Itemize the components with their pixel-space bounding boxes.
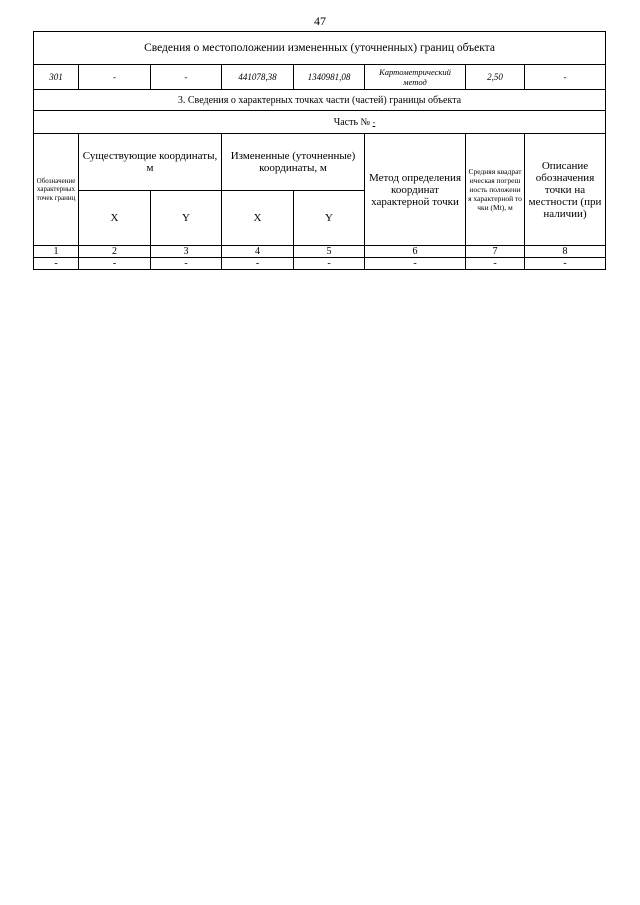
table-cell: - (525, 65, 606, 90)
header-x-existing: X (79, 191, 151, 246)
table-title: Сведения о местоположении измененных (уточненных) границ объекта (34, 32, 606, 65)
table-cell: - (151, 65, 222, 90)
column-number: 2 (79, 246, 151, 258)
header-error: Средняя квадратическая погрешность положения характерной точки (Mt), м (466, 134, 525, 246)
column-number: 8 (525, 246, 606, 258)
part-value: - (372, 117, 376, 127)
table-cell: 2,50 (466, 65, 525, 90)
part-label: Часть № (333, 116, 371, 128)
column-number: 5 (294, 246, 365, 258)
header-changed-coords: Измененные (уточненные) координаты, м (222, 134, 365, 191)
table-cell: - (222, 258, 294, 270)
table-row (34, 258, 606, 270)
header-existing-coords: Существующие координаты, м (79, 134, 222, 191)
table-cell: - (151, 258, 222, 270)
table-cell: - (294, 258, 365, 270)
part-row (34, 111, 606, 134)
table-cell: - (365, 258, 466, 270)
column-number: 3 (151, 246, 222, 258)
table-row (34, 65, 606, 90)
header-x-changed: X (222, 191, 294, 246)
column-number: 7 (466, 246, 525, 258)
table-cell: - (525, 258, 606, 270)
section-title: 3. Сведения о характерных точках части (частей) границы объекта (34, 90, 606, 111)
header-point-designation: Обозначение характерных точек границ (34, 134, 79, 246)
table-cell: - (79, 258, 151, 270)
header-description: Описание обозначения точки на местности (при наличии) (525, 134, 606, 246)
table-cell: - (34, 258, 79, 270)
header-method: Метод определения координат характерной точки (365, 134, 466, 246)
table-cell: - (79, 65, 151, 90)
column-number-row (34, 246, 606, 258)
page-number: 47 (314, 14, 326, 28)
table-cell: 301 (34, 65, 79, 90)
table-cell: - (466, 258, 525, 270)
table-cell: Картометрический метод (365, 65, 466, 90)
column-number: 6 (365, 246, 466, 258)
table-cell: 1340981,08 (294, 65, 365, 90)
header-y-changed: Y (294, 191, 365, 246)
column-number: 1 (34, 246, 79, 258)
column-number: 4 (222, 246, 294, 258)
table-cell: 441078,38 (222, 65, 294, 90)
header-y-existing: Y (151, 191, 222, 246)
boundary-table (33, 31, 606, 270)
